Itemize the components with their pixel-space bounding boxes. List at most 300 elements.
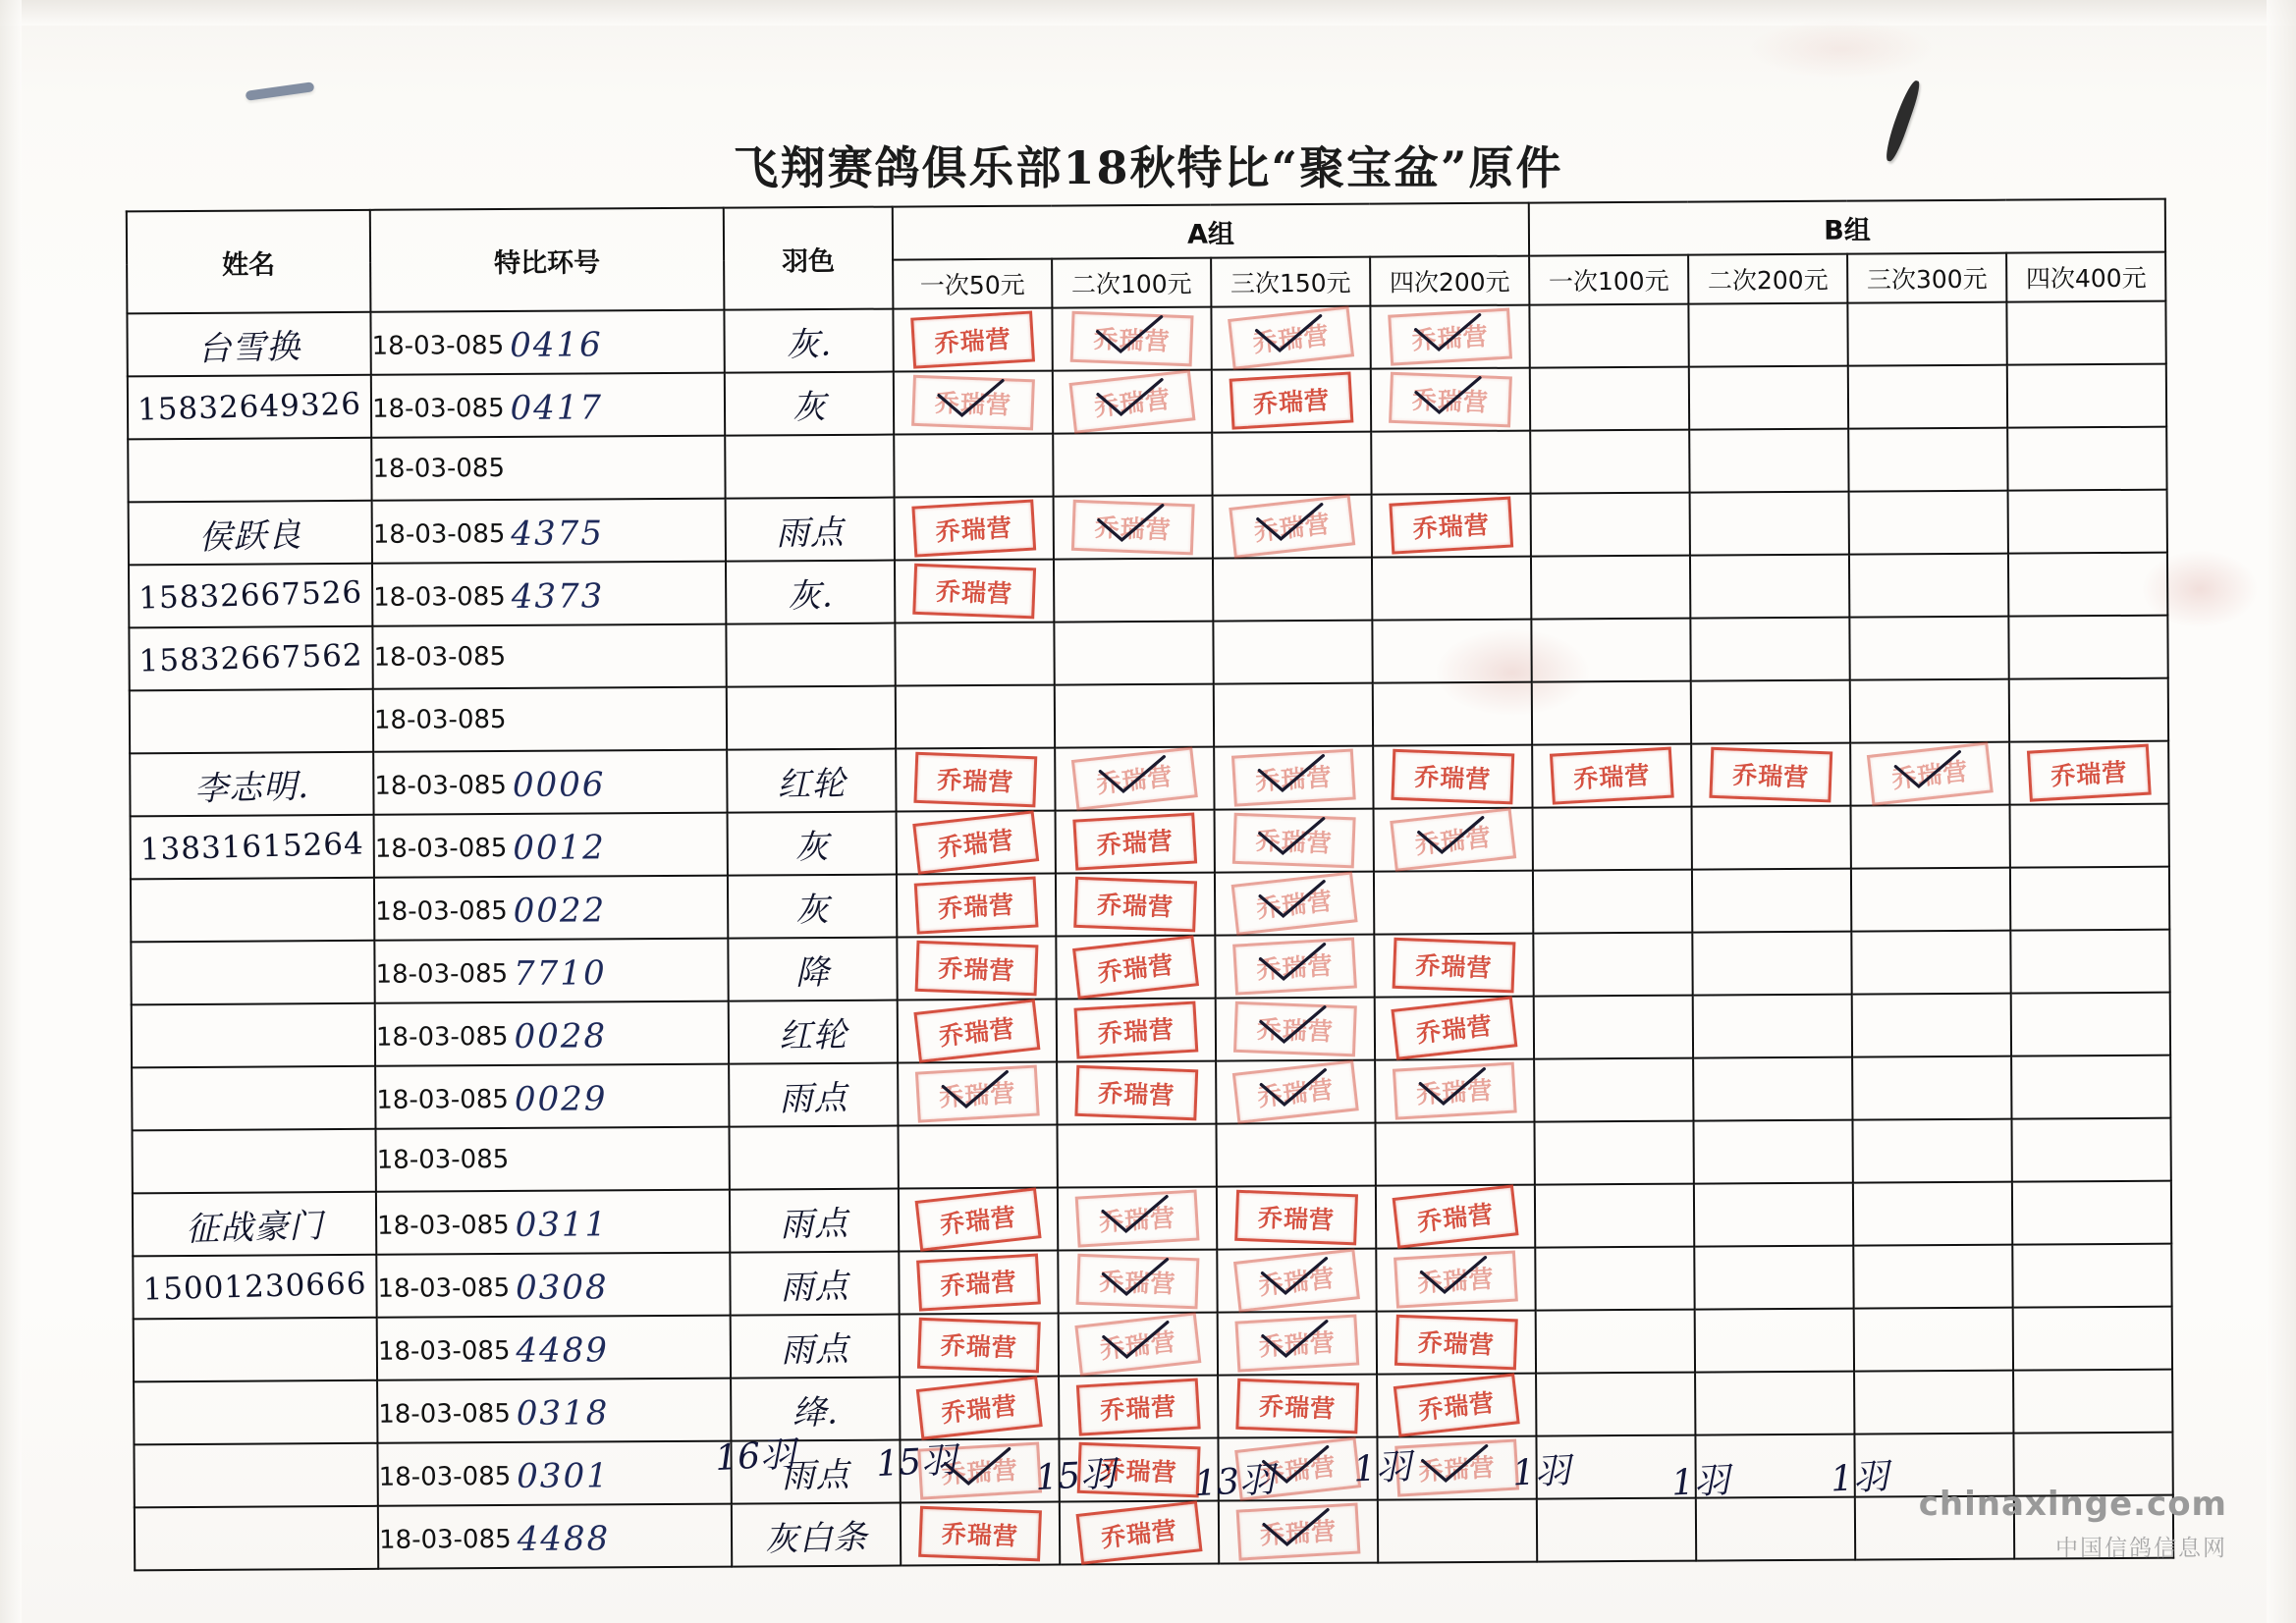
stamp-cell[interactable]	[1214, 746, 1373, 810]
owner-name-text: 15001230666	[142, 1266, 367, 1308]
stamp-cell[interactable]	[1052, 307, 1211, 371]
club-stamp: 乔瑞营	[1232, 938, 1357, 996]
header-b-col-3: 三次300元	[1847, 253, 2006, 303]
stamp-cell[interactable]	[897, 874, 1056, 938]
stamp-cell[interactable]	[899, 1251, 1058, 1315]
stamp-cell[interactable]	[1692, 869, 1851, 933]
cell-feather-color[interactable]	[725, 372, 894, 436]
stamp-cell[interactable]	[1215, 872, 1374, 936]
stamp-cell[interactable]	[1373, 745, 1532, 809]
cell-owner-name[interactable]	[132, 1003, 375, 1068]
stamp-cell[interactable]	[1371, 368, 1530, 432]
cell-inner	[1852, 932, 2009, 994]
stamp-cell[interactable]	[1377, 1311, 1536, 1375]
stamp-cell[interactable]	[1689, 366, 1848, 430]
stamp-cell[interactable]	[1849, 491, 2008, 555]
cell-inner	[1214, 622, 1371, 683]
stamp-cell[interactable]	[1692, 932, 1851, 996]
cell-feather-color[interactable]	[727, 686, 896, 750]
stamp-cell[interactable]	[1057, 1061, 1216, 1125]
cell-feather-color[interactable]	[729, 1063, 898, 1127]
stamp-cell[interactable]	[1374, 808, 1533, 872]
stamp-cell[interactable]	[1372, 494, 1531, 558]
cell-owner-name[interactable]	[131, 941, 374, 1005]
ring-prefix: 18-03-085	[377, 1210, 510, 1241]
stamp-cell[interactable]	[1531, 619, 1690, 682]
stamp-cell[interactable]	[1535, 1247, 1694, 1311]
feather-color-text: 雨点	[775, 512, 846, 554]
cell-feather-color[interactable]	[727, 749, 896, 813]
cell-inner	[1534, 808, 1691, 870]
stamp-cell[interactable]	[1377, 1374, 1536, 1437]
cell-inner	[1532, 494, 1689, 556]
cell-inner	[1854, 1120, 2011, 1182]
stamp-cell[interactable]	[1372, 557, 1531, 621]
cell-inner	[1054, 434, 1211, 496]
stamp-cell[interactable]	[1056, 936, 1215, 1000]
club-stamp: 乔瑞营	[1388, 308, 1512, 366]
ring-suffix: 0308	[515, 1268, 609, 1308]
stamp-cell[interactable]	[1057, 999, 1216, 1062]
cell-inner	[1536, 1248, 1693, 1310]
ring-prefix: 18-03-085	[377, 1272, 511, 1304]
ring-prefix: 18-03-085	[372, 518, 506, 550]
cell-ring-number[interactable]	[372, 499, 726, 564]
stamp-cell[interactable]	[1370, 305, 1529, 369]
cell-owner-name[interactable]	[133, 1192, 376, 1257]
feather-color-text: 红轮	[778, 1014, 848, 1056]
cell-inner	[897, 749, 1054, 811]
cell-inner	[1220, 1501, 1377, 1563]
header-b-col-2: 二次200元	[1688, 254, 1847, 304]
stamp-cell[interactable]	[2009, 741, 2168, 805]
cell-feather-color[interactable]	[729, 1001, 898, 1064]
stamp-cell[interactable]	[1536, 1310, 1695, 1374]
cell-inner	[1373, 558, 1530, 620]
paper-edge-top	[0, 0, 2296, 26]
stamp-cell[interactable]	[1058, 1250, 1217, 1314]
stamp-cell[interactable]	[896, 685, 1055, 749]
stamp-cell[interactable]	[1054, 559, 1213, 622]
cell-inner	[1852, 806, 2009, 868]
stamp-cell[interactable]	[1372, 620, 1531, 683]
ring-suffix: 4373	[511, 576, 605, 617]
club-stamp: 乔瑞营	[1390, 807, 1516, 871]
cell-feather-color[interactable]	[728, 812, 897, 876]
cell-ring-number[interactable]	[377, 1316, 731, 1380]
stamp-cell[interactable]	[1059, 1313, 1218, 1377]
cell-ring-number[interactable]	[374, 876, 728, 941]
cell-inner	[1693, 870, 1850, 932]
stamp-cell[interactable]	[2013, 1370, 2172, 1434]
cell-owner-name[interactable]	[131, 878, 374, 943]
stamp-cell[interactable]	[1375, 997, 1534, 1060]
stamp-cell[interactable]	[1058, 1187, 1217, 1251]
stamp-cell[interactable]	[1530, 367, 1689, 431]
stamp-cell[interactable]	[2011, 993, 2170, 1056]
cell-inner	[1531, 431, 1688, 493]
stamp-cell[interactable]	[2008, 616, 2167, 679]
stamp-cell[interactable]	[1694, 1120, 1853, 1184]
stamp-cell[interactable]	[895, 497, 1054, 561]
cell-owner-name[interactable]	[133, 1129, 376, 1194]
club-stamp: 乔瑞营	[1393, 1062, 1517, 1120]
stamp-cell[interactable]	[1530, 430, 1689, 494]
stamp-cell[interactable]	[1214, 683, 1373, 747]
cell-inner	[898, 938, 1055, 1000]
cell-inner	[1854, 1183, 2011, 1245]
ring-suffix: 4375	[511, 514, 605, 554]
stamp-cell[interactable]	[1690, 618, 1849, 681]
stamp-cell[interactable]	[2009, 678, 2168, 742]
stamp-cell[interactable]	[1213, 495, 1372, 559]
ring-prefix: 18-03-085	[375, 895, 508, 927]
club-stamp: 乔瑞营	[912, 564, 1036, 620]
cell-inner	[2010, 679, 2167, 741]
cell-inner	[1850, 618, 2007, 679]
stamp-cell[interactable]	[2008, 490, 2167, 554]
club-stamp: 乔瑞营	[911, 375, 1035, 431]
cell-owner-name[interactable]	[128, 438, 371, 503]
stamp-cell[interactable]	[1373, 682, 1532, 746]
ring-prefix: 18-03-085	[374, 770, 508, 801]
stamp-cell[interactable]	[1055, 684, 1214, 748]
cell-inner	[1530, 305, 1687, 367]
cell-feather-color[interactable]	[730, 1252, 899, 1316]
stamp-cell[interactable]	[1695, 1309, 1854, 1373]
stamp-cell[interactable]	[1852, 1056, 2011, 1120]
stamp-cell[interactable]	[1690, 492, 1849, 556]
stamp-cell[interactable]	[1695, 1372, 1854, 1435]
stamp-cell[interactable]	[897, 937, 1056, 1001]
stamp-cell[interactable]	[1215, 935, 1374, 999]
entry-sheet-table	[126, 198, 2168, 1572]
stamp-cell[interactable]	[1057, 1124, 1216, 1188]
cell-inner	[1373, 621, 1530, 682]
cell-inner	[1535, 1059, 1692, 1121]
stamp-cell[interactable]	[1056, 873, 1215, 937]
stamp-cell[interactable]	[1060, 1501, 1219, 1565]
stamp-cell[interactable]	[1533, 807, 1692, 871]
cell-inner	[1692, 744, 1849, 806]
feather-color-text: 雨点	[778, 1077, 848, 1119]
cell-ring-number[interactable]	[375, 1001, 729, 1066]
ring-suffix: 0029	[514, 1079, 608, 1119]
stamp-cell[interactable]	[1850, 742, 2009, 806]
stamp-cell[interactable]	[1217, 1186, 1376, 1250]
ring-prefix: 18-03-085	[376, 1084, 509, 1115]
stamp-cell[interactable]	[1533, 933, 1692, 997]
cell-ring-number[interactable]	[370, 310, 724, 375]
cell-inner	[2007, 302, 2164, 364]
stamp-cell[interactable]	[1375, 1122, 1534, 1186]
stamp-cell[interactable]	[1854, 1308, 2013, 1372]
cell-ring-number[interactable]	[376, 1127, 730, 1192]
cell-inner	[1533, 682, 1690, 744]
cell-ring-number[interactable]	[372, 562, 726, 626]
owner-name-text: 13831615264	[139, 826, 365, 868]
ring-prefix: 18-03-085	[377, 1335, 511, 1367]
cell-owner-name[interactable]	[134, 1318, 377, 1382]
column-total-5: 1羽	[1352, 1446, 1413, 1490]
stamp-cell[interactable]	[2011, 1055, 2170, 1119]
stamp-cell[interactable]	[1688, 303, 1847, 367]
feather-color-text: 灰.	[787, 574, 835, 617]
column-total-2: 15羽	[875, 1439, 957, 1486]
stamp-cell[interactable]	[1211, 306, 1370, 370]
stamp-cell[interactable]	[2006, 301, 2165, 365]
cell-inner	[1695, 1247, 1852, 1309]
cell-ring-number[interactable]	[373, 750, 727, 815]
stamp-cell[interactable]	[1692, 806, 1851, 870]
stamp-cell[interactable]	[1534, 996, 1693, 1059]
header-name: 姓名	[127, 210, 371, 314]
cell-ring-number[interactable]	[371, 373, 725, 438]
stamp-cell[interactable]	[2012, 1118, 2171, 1182]
cell-owner-name[interactable]	[129, 501, 372, 566]
cell-inner	[895, 435, 1052, 497]
stamp-cell[interactable]	[1533, 870, 1692, 934]
stamp-cell[interactable]	[1696, 1497, 1855, 1561]
cell-ring-number[interactable]	[371, 436, 725, 501]
stamp-cell[interactable]	[893, 308, 1052, 372]
stamp-cell[interactable]	[1848, 365, 2007, 429]
cell-inner	[897, 686, 1054, 748]
cell-feather-color[interactable]	[729, 1126, 898, 1190]
cell-feather-color[interactable]	[726, 623, 895, 687]
cell-inner	[896, 498, 1053, 560]
stamp-cell[interactable]	[2010, 930, 2169, 994]
stamp-cell[interactable]	[901, 1502, 1060, 1566]
cell-owner-name[interactable]	[127, 312, 370, 377]
stamp-cell[interactable]	[1374, 934, 1533, 998]
cell-feather-color[interactable]	[726, 498, 895, 562]
stamp-cell[interactable]	[1852, 994, 2011, 1057]
cell-inner	[1536, 1185, 1693, 1247]
stamp-cell[interactable]	[1534, 1058, 1693, 1122]
cell-inner	[1218, 1250, 1375, 1312]
cell-feather-color[interactable]	[732, 1503, 901, 1567]
stamp-cell[interactable]	[2010, 867, 2169, 931]
stamp-cell[interactable]	[1375, 1059, 1534, 1123]
cell-ring-number[interactable]	[374, 813, 728, 878]
stamp-cell[interactable]	[1054, 622, 1213, 685]
stamp-cell[interactable]	[898, 1000, 1057, 1063]
cell-inner	[1697, 1498, 1854, 1560]
stamp-cell[interactable]	[1849, 617, 2008, 680]
cell-feather-color[interactable]	[728, 938, 897, 1001]
stamp-cell[interactable]	[1213, 621, 1372, 684]
stamp-cell[interactable]	[1850, 679, 2009, 743]
club-stamp: 乔瑞营	[911, 499, 1036, 557]
cell-inner	[1057, 874, 1214, 936]
header-a-col-3: 三次150元	[1211, 257, 1370, 307]
table-body	[127, 301, 2173, 1571]
stamp-cell[interactable]	[1689, 429, 1848, 493]
stamp-cell[interactable]	[1854, 1371, 2013, 1434]
cell-feather-color[interactable]	[725, 435, 894, 499]
cell-feather-color[interactable]	[731, 1315, 900, 1379]
cell-feather-color[interactable]	[726, 561, 895, 624]
stamp-cell[interactable]	[1851, 931, 2010, 995]
club-stamp: 乔瑞营	[1076, 1500, 1203, 1564]
stamp-cell[interactable]	[894, 371, 1053, 435]
cell-ring-number[interactable]	[375, 1064, 729, 1129]
cell-ring-number[interactable]	[373, 687, 727, 752]
stamp-cell[interactable]	[1055, 747, 1214, 811]
cell-inner	[1214, 559, 1371, 621]
cell-inner	[1053, 308, 1210, 370]
stamp-cell[interactable]	[1693, 995, 1852, 1058]
stamp-cell[interactable]	[1532, 681, 1691, 745]
stamp-cell[interactable]	[898, 1125, 1057, 1189]
cell-owner-name[interactable]	[130, 752, 373, 817]
cell-owner-name[interactable]	[133, 1255, 376, 1320]
cell-owner-name[interactable]	[131, 815, 374, 880]
stamp-cell[interactable]	[898, 1062, 1057, 1126]
cell-inner	[1057, 811, 1214, 873]
stamp-cell[interactable]	[1215, 809, 1374, 873]
cell-inner	[1376, 998, 1533, 1059]
stamp-cell[interactable]	[1537, 1498, 1696, 1562]
stamp-cell[interactable]	[1053, 433, 1212, 497]
column-total-8: 1羽	[1830, 1456, 1890, 1500]
stamp-cell[interactable]	[1851, 805, 2010, 869]
stamp-cell[interactable]	[1218, 1312, 1377, 1376]
stamp-cell[interactable]	[899, 1188, 1058, 1252]
stamp-cell[interactable]	[1532, 744, 1691, 808]
column-total-7: 1羽	[1670, 1460, 1731, 1504]
cell-ring-number[interactable]	[376, 1253, 730, 1318]
stamp-cell[interactable]	[900, 1314, 1059, 1378]
club-stamp: 乔瑞营	[1389, 497, 1513, 555]
stamp-cell[interactable]	[1693, 1057, 1852, 1121]
stamp-cell[interactable]	[2007, 427, 2166, 491]
stamp-cell[interactable]	[1853, 1182, 2012, 1246]
stamp-cell[interactable]	[1219, 1500, 1378, 1564]
stamp-cell[interactable]	[1536, 1373, 1695, 1436]
stamp-cell[interactable]	[1849, 554, 2008, 618]
cell-inner	[1058, 1125, 1215, 1187]
cell-owner-name[interactable]	[132, 1066, 375, 1131]
cell-inner	[1853, 995, 2010, 1056]
stamp-cell[interactable]	[2007, 364, 2166, 428]
cell-inner	[1855, 1372, 2012, 1434]
stamp-cell[interactable]	[1690, 555, 1849, 619]
stamp-cell[interactable]	[1694, 1183, 1853, 1247]
stamp-cell[interactable]	[1371, 431, 1530, 495]
cell-inner	[1374, 746, 1531, 808]
cell-feather-color[interactable]	[730, 1189, 899, 1253]
stamp-cell[interactable]	[1851, 868, 2010, 932]
club-stamp: 乔瑞营	[1391, 996, 1517, 1059]
stamp-cell[interactable]	[1217, 1249, 1376, 1313]
stamp-cell[interactable]	[1691, 743, 1850, 807]
stamp-cell[interactable]	[1212, 432, 1371, 496]
stamp-cell[interactable]	[1853, 1119, 2012, 1183]
stamp-cell[interactable]	[1374, 871, 1533, 935]
stamp-cell[interactable]	[2012, 1244, 2171, 1308]
stamp-cell[interactable]	[1216, 998, 1375, 1061]
header-ring-no: 特比环号	[370, 208, 725, 312]
club-stamp: 乔瑞营	[1232, 813, 1356, 869]
cell-inner	[1848, 303, 2005, 365]
cell-inner	[901, 1315, 1058, 1377]
cell-inner	[1215, 684, 1372, 746]
stamp-cell[interactable]	[1054, 496, 1213, 560]
club-stamp: 乔瑞营	[1550, 747, 1674, 805]
cell-ring-number[interactable]	[374, 939, 728, 1003]
stamp-cell[interactable]	[1848, 428, 2007, 492]
stamp-cell[interactable]	[1847, 302, 2006, 366]
cell-inner	[1378, 1312, 1535, 1374]
stamp-cell[interactable]	[1535, 1121, 1694, 1185]
stamp-cell[interactable]	[895, 560, 1054, 623]
club-stamp: 乔瑞营	[913, 752, 1037, 808]
club-stamp: 乔瑞营	[915, 941, 1039, 997]
cell-ring-number[interactable]	[372, 624, 726, 689]
cell-inner	[1689, 304, 1846, 366]
cell-inner	[1377, 1249, 1534, 1311]
stamp-cell[interactable]	[1853, 1245, 2012, 1309]
stamp-cell[interactable]	[1378, 1499, 1537, 1563]
stamp-cell[interactable]	[1535, 1184, 1694, 1248]
stamp-cell[interactable]	[1529, 304, 1688, 368]
ring-prefix: 18-03-085	[372, 453, 506, 484]
stamp-cell[interactable]	[2012, 1181, 2171, 1245]
cell-inner	[1375, 872, 1532, 934]
column-total-6: 1羽	[1511, 1450, 1572, 1494]
stamp-cell[interactable]	[1376, 1185, 1535, 1249]
cell-inner	[1691, 493, 1848, 555]
cell-owner-name[interactable]	[129, 564, 372, 628]
cell-owner-name[interactable]	[130, 689, 373, 754]
cell-feather-color[interactable]	[728, 875, 897, 939]
cell-inner	[1056, 685, 1213, 747]
cell-ring-number[interactable]	[378, 1504, 732, 1569]
cell-inner	[1375, 809, 1532, 871]
cell-feather-color[interactable]	[724, 309, 893, 373]
stamp-cell[interactable]	[1216, 1123, 1375, 1187]
stamp-cell[interactable]	[1376, 1248, 1535, 1312]
stamp-cell[interactable]	[1216, 1060, 1375, 1124]
stamp-cell[interactable]	[2008, 553, 2167, 617]
cell-inner	[1849, 429, 2006, 491]
stamp-cell[interactable]	[897, 811, 1056, 875]
stamp-cell[interactable]	[2010, 804, 2169, 868]
stamp-cell[interactable]	[894, 434, 1053, 498]
cell-owner-name[interactable]	[128, 375, 371, 440]
stamp-cell[interactable]	[1212, 369, 1371, 433]
stamp-cell[interactable]	[1691, 680, 1850, 744]
club-stamp: 乔瑞营	[1233, 1248, 1360, 1312]
stamp-cell[interactable]	[895, 622, 1054, 686]
cell-ring-number[interactable]	[376, 1190, 730, 1255]
stamp-cell[interactable]	[1531, 493, 1690, 557]
cell-inner	[1216, 936, 1373, 998]
stamp-cell[interactable]	[1213, 558, 1372, 622]
cell-owner-name[interactable]	[135, 1506, 378, 1571]
cell-inner	[1060, 1314, 1217, 1376]
stamp-cell[interactable]	[1694, 1246, 1853, 1310]
stamp-cell[interactable]	[896, 748, 1055, 812]
stamp-cell[interactable]	[1531, 556, 1690, 620]
stamp-cell[interactable]	[1056, 810, 1215, 874]
stamp-cell[interactable]	[2013, 1307, 2172, 1371]
stamp-cell[interactable]	[1053, 370, 1212, 434]
cell-inner	[1849, 366, 2006, 428]
cell-owner-name[interactable]	[129, 626, 372, 691]
